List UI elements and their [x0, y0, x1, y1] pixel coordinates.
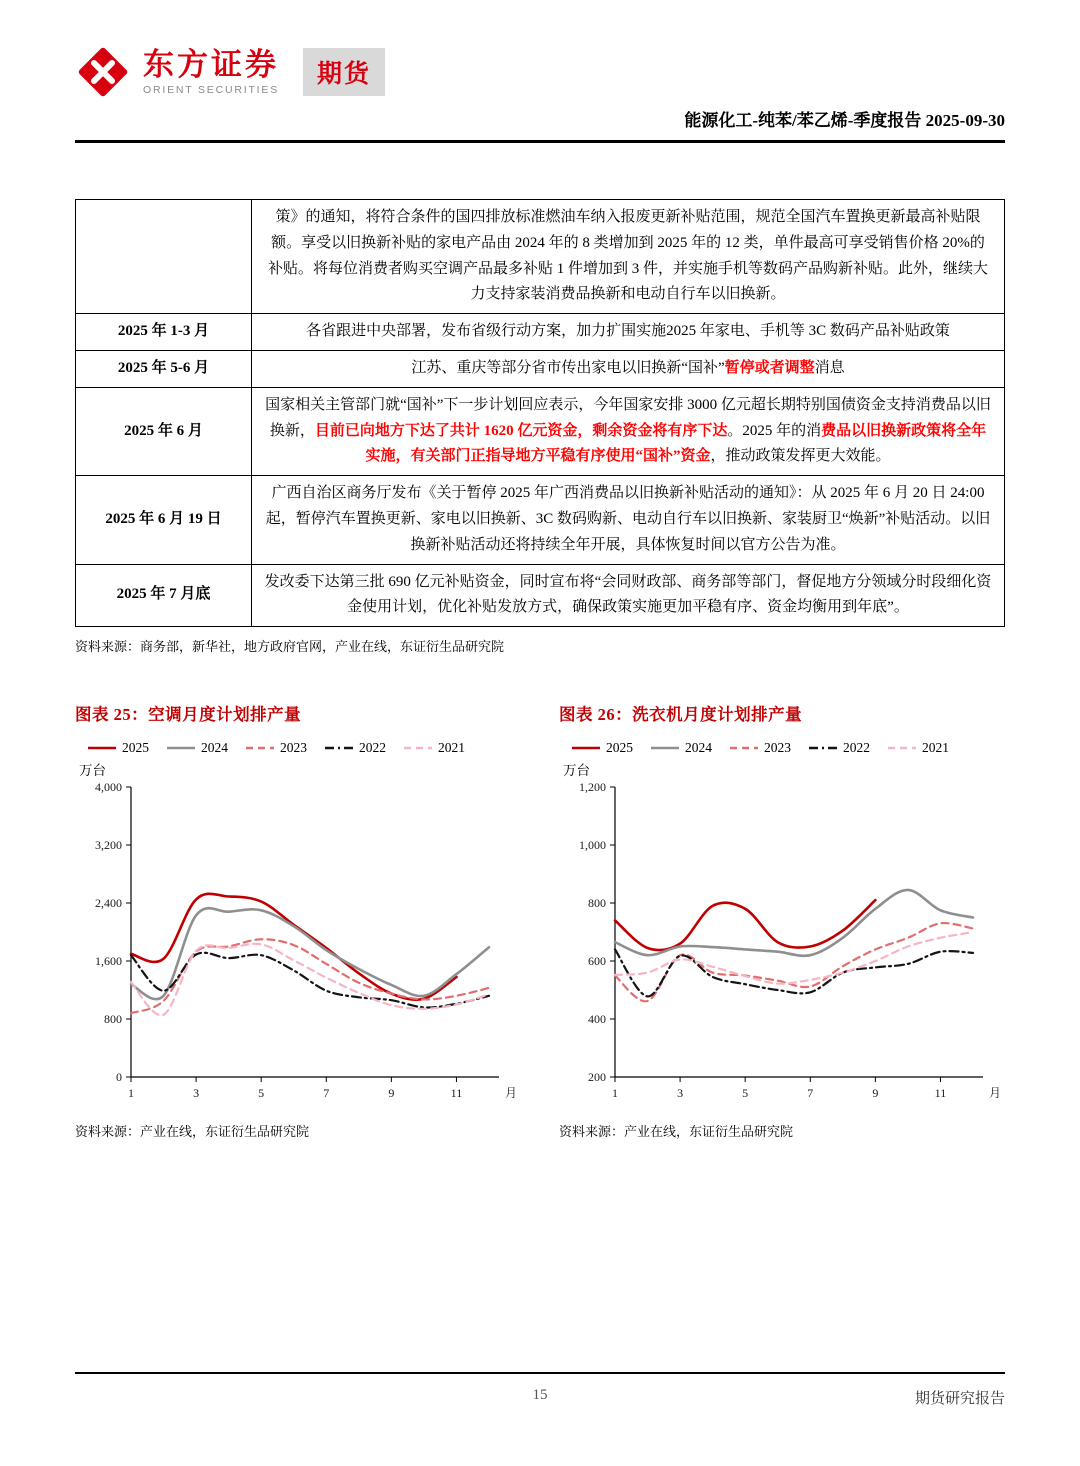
svg-text:3: 3: [193, 1086, 200, 1101]
legend-line-icon: [403, 743, 433, 753]
policy-timeline-section: [75, 199, 1005, 655]
svg-text:400: 400: [588, 1012, 606, 1027]
svg-text:1,000: 1,000: [579, 838, 606, 853]
timeline-date: 2025 年 1-3 月: [76, 314, 252, 351]
legend-line-icon: [166, 743, 196, 753]
svg-text:1: 1: [612, 1086, 618, 1101]
chart-legend: [571, 740, 1005, 756]
timeline-content: [252, 314, 1005, 351]
line-chart: [559, 779, 1005, 1111]
legend-label: 2022: [843, 740, 870, 756]
timeline-row: [76, 387, 1005, 475]
footer-report-type: 期货研究报告: [914, 1391, 1005, 1407]
chart-title: 图表 26：洗衣机月度计划排产量: [559, 705, 803, 725]
timeline-date: 2025 年 7 月底: [76, 564, 252, 627]
svg-text:5: 5: [742, 1086, 749, 1101]
legend-line-icon: [324, 743, 354, 753]
timeline-row: [76, 564, 1005, 627]
timeline-row: [76, 476, 1005, 564]
legend-label: 2025: [122, 740, 149, 756]
legend-line-icon: [887, 743, 917, 753]
legend-item-2023: [245, 740, 307, 756]
legend-label: 2022: [359, 740, 386, 756]
chart-unit-label: 万台: [79, 763, 106, 779]
highlighted-text: 暂停或者调整: [724, 359, 815, 376]
body-text: 发改委下达第三批 690 亿元补贴资金，同时宣布将“会同财政部、商务部等部门，督促地方分领域分时段细化资金使用计划，优化补贴发放方式，确保政策实施更加平稳有序、资金均衡用到年底”。: [264, 573, 992, 616]
legend-label: 2023: [280, 740, 307, 756]
timeline-date: 2025 年 6 月 19 日: [76, 476, 252, 564]
timeline-content: [252, 200, 1005, 314]
chart-legend: [87, 740, 521, 756]
body-text: 策》的通知，将符合条件的国四排放标准燃油车纳入报废更新补贴范围，规范全国汽车置换更新最高补贴限额。享受以旧换新补贴的家电产品由 2024 年的 8 类增加到 2025 年的 12 类，单件最高可享受销售价格 20%的补贴。将每位消费者购买空调产品最多补贴 1 件增加到 3 件，并实施手机等数码产品购新补贴。此外，继续大力支持家装消费品换新和电动自行车以旧换新。: [267, 209, 988, 303]
legend-label: 2024: [201, 740, 228, 756]
timeline-row: [76, 200, 1005, 314]
timeline-content: [252, 387, 1005, 475]
report-title: 能源化工-纯苯/苯乙烯-季度报告 2025-09-30: [75, 106, 1005, 143]
charts-row: [75, 701, 1005, 1140]
legend-line-icon: [729, 743, 759, 753]
header: [0, 0, 1080, 143]
legend-item-2024: [166, 740, 228, 756]
body-text: 。2025 年的消: [727, 422, 822, 439]
chart-source: 资料来源：产业在线，东证衍生品研究院: [559, 1124, 794, 1140]
brand: [75, 40, 1005, 104]
timeline-content: [252, 476, 1005, 564]
brand-name-cn: 东方证券: [143, 47, 279, 83]
highlighted-text: 目前已向地方下达了共计 1620 亿元资金，剩余资金将有序下达: [314, 422, 728, 439]
timeline-row: [76, 350, 1005, 387]
svg-text:800: 800: [104, 1012, 122, 1027]
body-text: 广西自治区商务厅发布《关于暂停 2025 年广西消费品以旧换新补贴活动的通知》：从 2025 年 6 月 20 日 24:00 起，暂停汽车置换更新、家电以旧换新、3C 数码购新、电动自行车以旧换新、家装厨卫“焕新”补贴活动。以旧换新补贴活动还将持续全年开展，具体恢复时间以官方公告为准。: [265, 485, 991, 553]
legend-line-icon: [245, 743, 275, 753]
svg-text:800: 800: [588, 896, 606, 911]
body-text: ，推动政策发挥更大效能。: [710, 448, 891, 465]
body-text: 江苏、重庆等部分省市传出家电以旧换新“国补”: [411, 359, 725, 376]
svg-text:1,600: 1,600: [95, 954, 122, 969]
svg-text:4,000: 4,000: [95, 780, 122, 795]
svg-text:2,400: 2,400: [95, 896, 122, 911]
svg-text:11: 11: [450, 1086, 463, 1101]
svg-text:9: 9: [872, 1086, 879, 1101]
legend-item-2022: [808, 740, 870, 756]
svg-text:7: 7: [807, 1086, 814, 1101]
svg-text:月: 月: [505, 1086, 518, 1101]
highlighted-text: 费品以旧换新政策将全年实施，有关部门正指导地方平稳有序使用“国补”资金: [365, 422, 987, 465]
legend-item-2021: [403, 740, 465, 756]
legend-line-icon: [808, 743, 838, 753]
chart-unit-label: 万台: [563, 763, 590, 779]
body-text: 各省跟进中央部署，发布省级行动方案，加力扩围实施2025 年家电、手机等 3C 数码产品补贴政策: [306, 323, 950, 340]
brand-tag-futures: 期货: [303, 48, 385, 96]
policy-table-body: [76, 200, 1005, 627]
legend-label: 2023: [764, 740, 791, 756]
table-source: 资料来源：商务部，新华社，地方政府官网，产业在线，东证衍生品研究院: [75, 639, 505, 655]
timeline-date: [76, 200, 252, 314]
legend-item-2025: [87, 740, 149, 756]
policy-timeline-table: [75, 199, 1005, 627]
orient-securities-logo-icon: [75, 44, 131, 100]
svg-text:3: 3: [677, 1086, 684, 1101]
svg-text:1: 1: [128, 1086, 134, 1101]
legend-item-2025: [571, 740, 633, 756]
svg-text:7: 7: [323, 1086, 330, 1101]
legend-label: 2025: [606, 740, 633, 756]
chart-block-air-conditioner: [75, 701, 521, 1140]
body-text: 国家相关主管部门就“国补”下一步计划回应表示，今年国家安排 3000 亿元超长期特别国债资金支持消费品以旧换新，: [265, 396, 991, 439]
chart-title: 图表 25：空调月度计划排产量: [75, 705, 302, 725]
timeline-content: [252, 564, 1005, 627]
timeline-content: [252, 350, 1005, 387]
timeline-date: 2025 年 6 月: [76, 387, 252, 475]
legend-label: 2021: [922, 740, 949, 756]
svg-text:200: 200: [588, 1070, 606, 1085]
timeline-date: 2025 年 5-6 月: [76, 350, 252, 387]
legend-label: 2024: [685, 740, 712, 756]
svg-text:9: 9: [388, 1086, 395, 1101]
legend-line-icon: [571, 743, 601, 753]
svg-text:1,200: 1,200: [579, 780, 606, 795]
brand-text: [143, 48, 279, 95]
footer-divider: [75, 1372, 1005, 1374]
svg-text:11: 11: [934, 1086, 947, 1101]
chart-source: 资料来源：产业在线，东证衍生品研究院: [75, 1124, 310, 1140]
legend-item-2022: [324, 740, 386, 756]
svg-text:600: 600: [588, 954, 606, 969]
svg-text:5: 5: [258, 1086, 265, 1101]
line-chart: [75, 779, 521, 1111]
svg-text:0: 0: [116, 1070, 122, 1085]
body-text: 消息: [814, 359, 845, 376]
legend-item-2024: [650, 740, 712, 756]
svg-text:3,200: 3,200: [95, 838, 122, 853]
svg-text:月: 月: [989, 1086, 1002, 1101]
page-number: 15: [532, 1387, 548, 1403]
timeline-row: [76, 314, 1005, 351]
legend-line-icon: [87, 743, 117, 753]
legend-item-2021: [887, 740, 949, 756]
legend-line-icon: [650, 743, 680, 753]
legend-label: 2021: [438, 740, 465, 756]
legend-item-2023: [729, 740, 791, 756]
brand-name-en: ORIENT SECURITIES: [143, 83, 280, 96]
chart-block-washing-machine: [559, 701, 1005, 1140]
